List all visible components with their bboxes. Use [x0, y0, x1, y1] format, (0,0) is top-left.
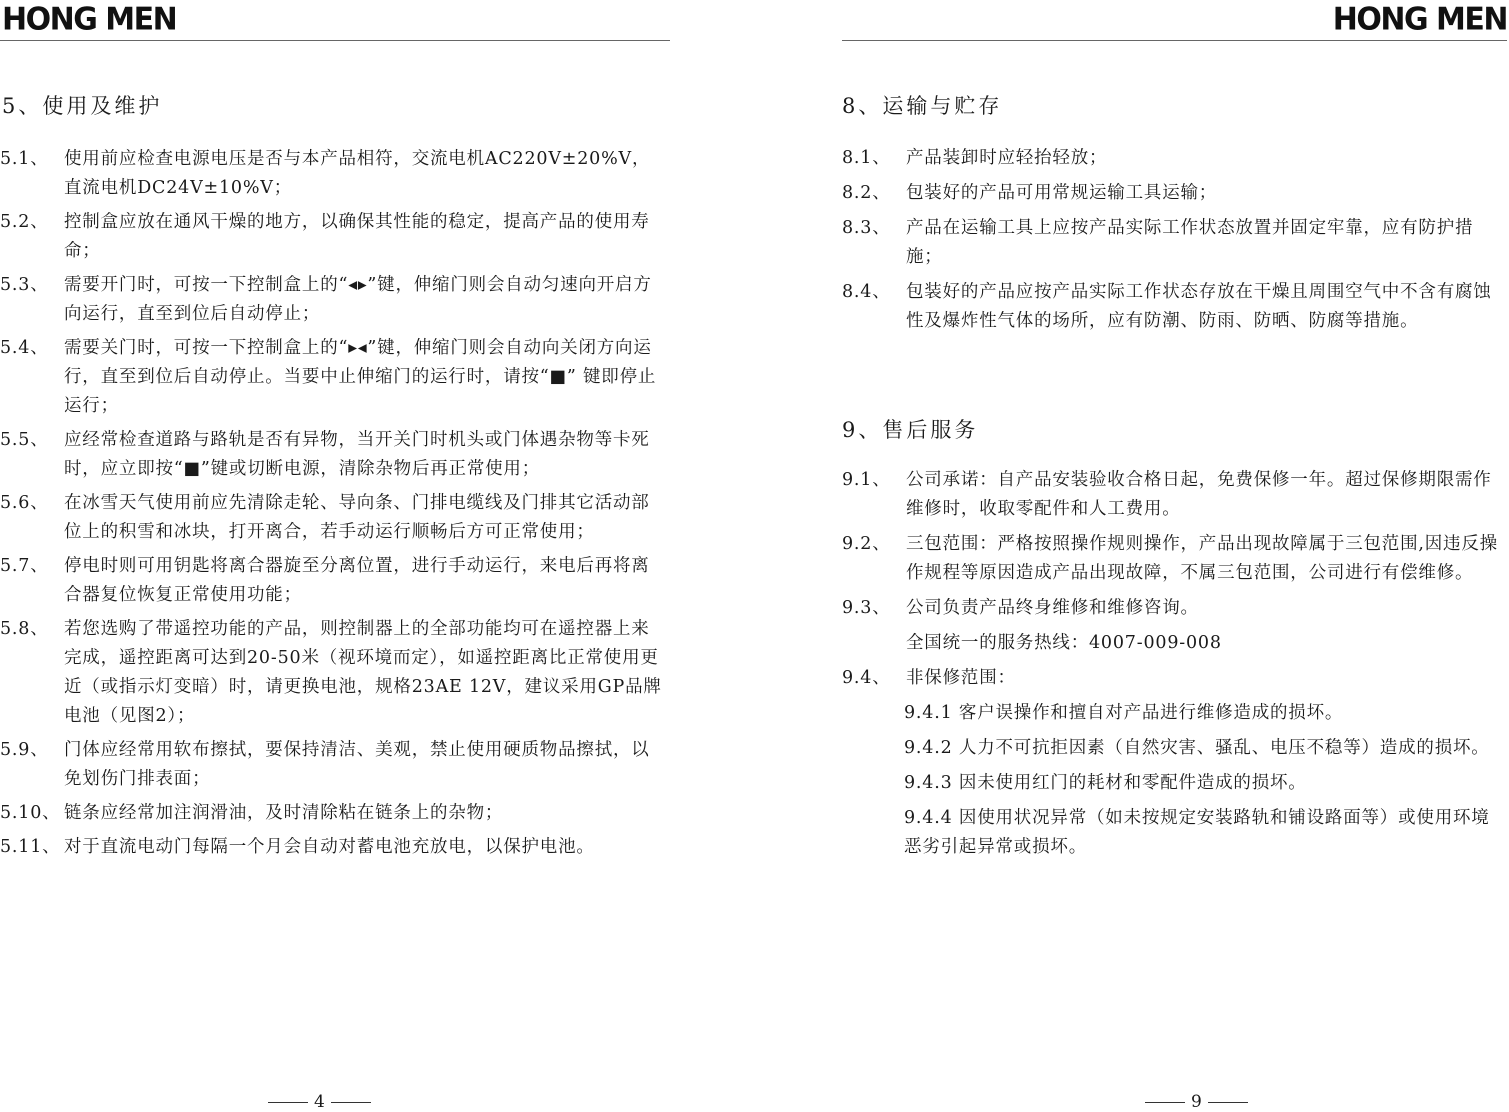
item-number: 9.3、 [842, 598, 891, 618]
list-item [842, 179, 1509, 208]
item-number: 5.6、 [0, 493, 49, 513]
section-5-list [0, 145, 664, 867]
list-item [842, 530, 1509, 588]
sub-list-item: 9.4.4 因使用状况异常（如未按规定安装路轨和铺设路面等）或使用环境 恶劣引起异常或损坏。 [904, 808, 1490, 857]
item-text: 产品装卸时应轻抬轻放； [906, 148, 1108, 168]
list-item [842, 144, 1509, 173]
right-page [842, 0, 1509, 1112]
item-text: 公司承诺：自产品安装验收合格日起，免费保修一年。超过保修期限需作维修时，收取零配件和人工费用。 [906, 470, 1492, 519]
item-number: 5.4、 [0, 338, 49, 358]
item-number: 5.10、 [0, 803, 61, 823]
item-number: 8.4、 [842, 282, 891, 302]
page-footer [1139, 1092, 1254, 1112]
item-number: 5.2、 [0, 212, 49, 232]
item-text: 包装好的产品应按产品实际工作状态存放在干燥且周围空气中不含有腐蚀性及爆炸性气体的场所，应有防潮、防雨、防晒、防腐等措施。 [906, 282, 1492, 331]
list-item [0, 208, 664, 266]
list-item [0, 426, 664, 484]
item-number: 5.7、 [0, 556, 49, 576]
service-hotline: 全国统一的服务热线：4007-009-008 [906, 633, 1222, 653]
item-text: 包装好的产品可用常规运输工具运输； [906, 183, 1218, 203]
list-item [0, 334, 664, 421]
item-number: 9.4、 [842, 668, 891, 688]
list-item [842, 466, 1509, 524]
section-5-heading: 5、使用及维护 [2, 94, 163, 118]
item-text: 非保修范围： [906, 668, 1016, 688]
left-page [0, 0, 700, 1112]
item-number: 8.2、 [842, 183, 891, 203]
item-text: 停电时则可用钥匙将离合器旋至分离位置，进行手动运行，来电后再将离合器复位恢复正常使用功能； [64, 556, 650, 605]
item-number: 9.1、 [842, 470, 891, 490]
item-number: 5.8、 [0, 619, 49, 639]
footer-dash [268, 1102, 308, 1103]
item-text: 门体应经常用软布擦拭，要保持清洁、美观，禁止使用硬质物品擦拭，以免划伤门排表面； [64, 740, 650, 789]
section-9-heading: 9、售后服务 [842, 418, 979, 442]
list-item [0, 799, 664, 828]
section-8-heading: 8、运输与贮存 [842, 94, 1003, 118]
footer-dash [1145, 1102, 1185, 1103]
item-text: 若您选购了带遥控功能的产品，则控制器上的全部功能均可在遥控器上来完成，遥控距离可达到20-50米（视环境而定），如遥控距离比正常使用更近（或指示灯变暗）时，请更换电池，规格23AE 12V，建议采用GP品牌电池（见图2）； [64, 619, 662, 726]
list-item [0, 615, 664, 731]
sub-list-item: 9.4.2 人力不可抗拒因素（自然灾害、骚乱、电压不稳等）造成的损坏。 [904, 738, 1490, 758]
list-item [842, 214, 1509, 272]
item-text: 需要关门时，可按一下控制盒上的“▸◂”键，伸缩门则会自动向关闭方向运行，直至到位后自动停止。当要中止伸缩门的运行时，请按“■” 键即停止运行； [64, 338, 657, 416]
list-item [0, 736, 664, 794]
header-rule [842, 40, 1507, 41]
item-text: 应经常检查道路与路轨是否有异物，当开关门时机头或门体遇杂物等卡死时，应立即按“■”键或切断电源，清除杂物后再正常使用； [64, 430, 650, 479]
brand-logo: HONG MEN [1332, 1, 1507, 38]
footer-dash [331, 1102, 371, 1103]
page-footer [262, 1092, 377, 1112]
item-number: 8.1、 [842, 148, 891, 168]
list-item [0, 833, 664, 862]
sub-list-item: 9.4.1 客户误操作和擅自对产品进行维修造成的损坏。 [904, 703, 1344, 723]
page-number: 9 [1191, 1092, 1202, 1112]
item-text: 公司负责产品终身维修和维修咨询。 [906, 598, 1199, 618]
item-number: 9.2、 [842, 534, 891, 554]
item-text: 需要开门时，可按一下控制盒上的“◂▸”键，伸缩门则会自动匀速向开启方向运行，直至到位后自动停止； [64, 275, 652, 324]
sub-list-item: 9.4.3 因未使用红门的耗材和零配件造成的损坏。 [904, 773, 1307, 793]
item-text: 链条应经常加注润滑油，及时清除粘在链条上的杂物； [64, 803, 504, 823]
item-number: 5.5、 [0, 430, 49, 450]
list-item [842, 278, 1509, 336]
item-text: 在冰雪天气使用前应先清除走轮、导向条、门排电缆线及门排其它活动部位上的积雪和冰块，打开离合，若手动运行顺畅后方可正常使用； [64, 493, 650, 542]
item-text: 产品在运输工具上应按产品实际工作状态放置并固定牢靠，应有防护措施； [906, 218, 1474, 267]
item-number: 8.3、 [842, 218, 891, 238]
header-rule [0, 40, 670, 41]
footer-dash [1208, 1102, 1248, 1103]
item-number: 5.1、 [0, 149, 49, 169]
list-item [0, 552, 664, 610]
section-8-list [842, 144, 1509, 342]
page-number: 4 [314, 1092, 325, 1112]
item-text: 使用前应检查电源电压是否与本产品相符，交流电机AC220V±20%V，直流电机DC24V±10%V； [64, 149, 651, 198]
item-text: 三包范围：严格按照操作规则操作，产品出现故障属于三包范围,因违反操作规程等原因造成产品出现故障，不属三包范围，公司进行有偿维修。 [906, 534, 1498, 583]
item-text: 对于直流电动门每隔一个月会自动对蓄电池充放电，以保护电池。 [64, 837, 595, 857]
brand-logo: HONG MEN [2, 1, 177, 38]
list-item [842, 664, 1509, 693]
list-item [0, 489, 664, 547]
list-item [842, 594, 1509, 623]
item-number: 5.11、 [0, 837, 61, 857]
item-number: 5.9、 [0, 740, 49, 760]
list-item [0, 145, 664, 203]
item-number: 5.3、 [0, 275, 49, 295]
section-9-list [842, 466, 1509, 868]
list-item [0, 271, 664, 329]
item-text: 控制盒应放在通风干燥的地方，以确保其性能的稳定，提高产品的使用寿命； [64, 212, 650, 261]
